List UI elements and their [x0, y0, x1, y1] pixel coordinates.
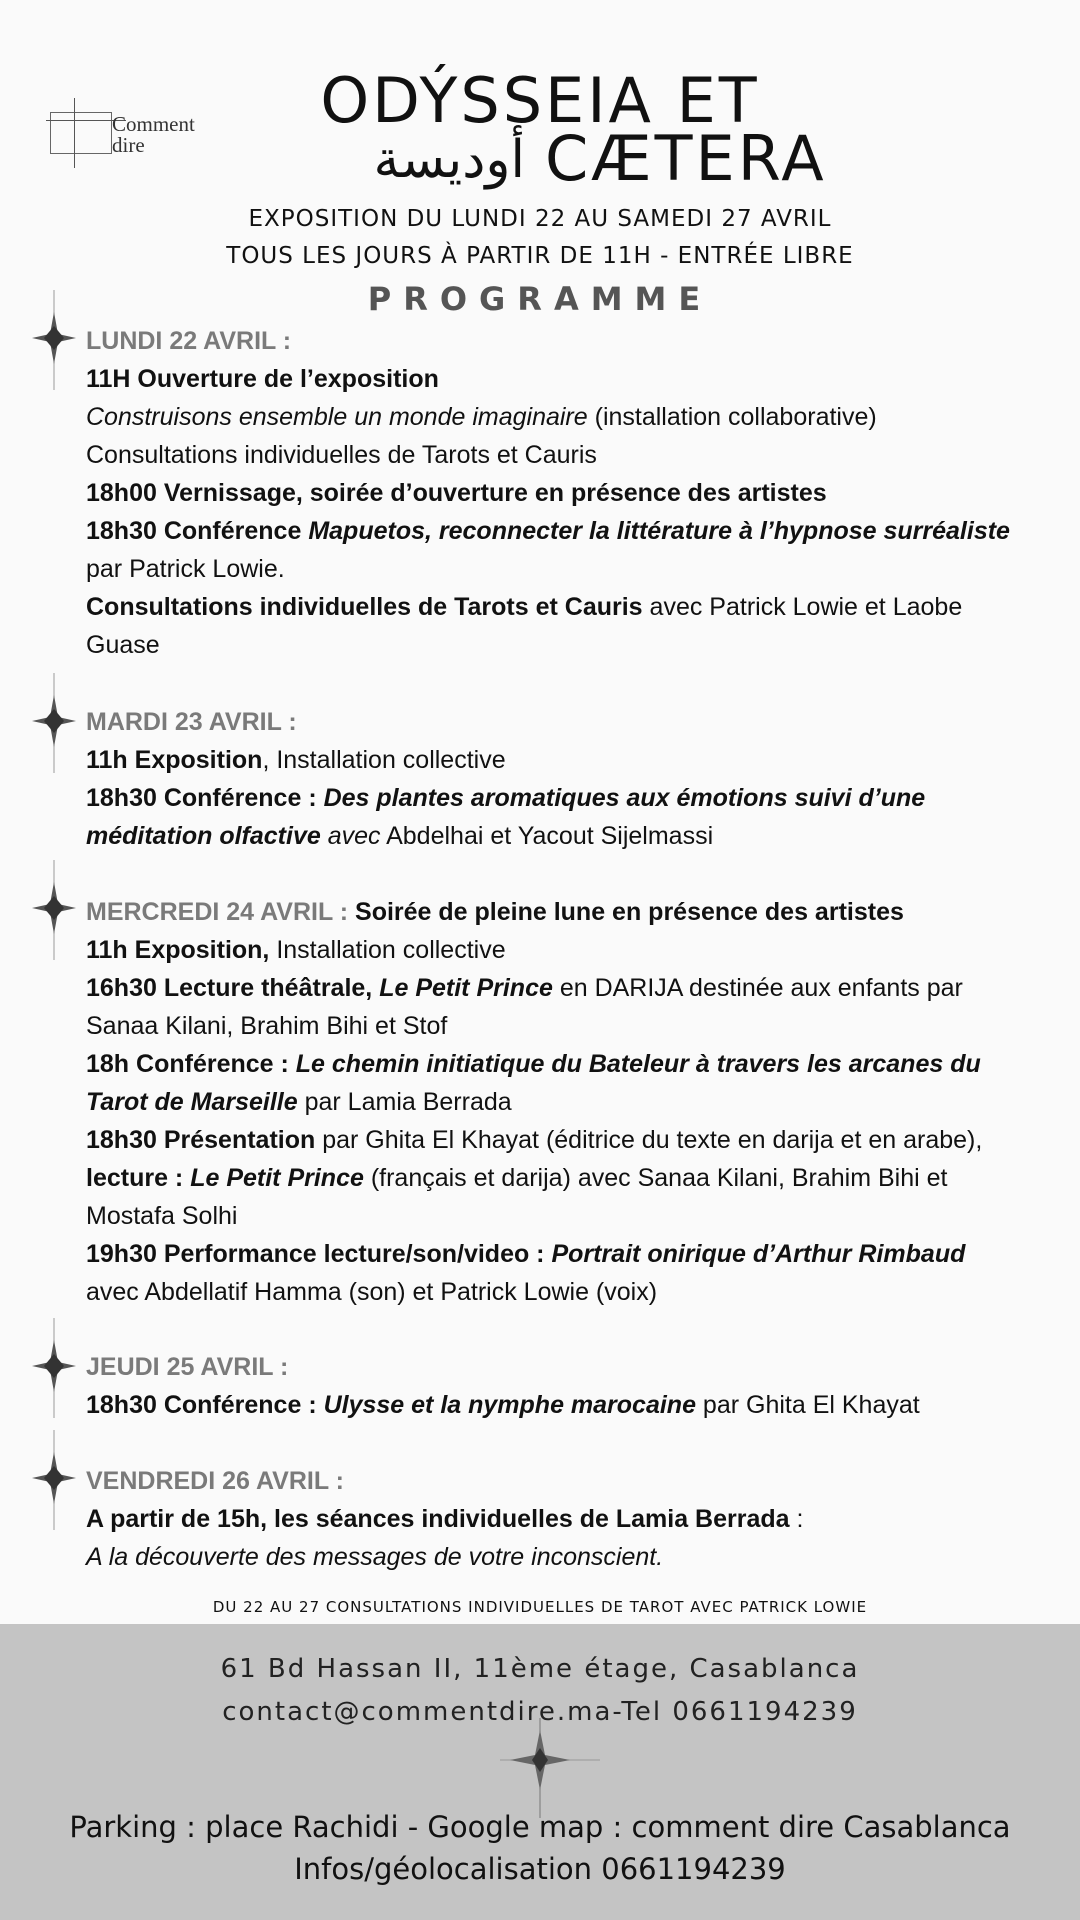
schedule-line — [86, 1500, 1056, 1538]
line-text: (installation collaborative) — [587, 403, 877, 431]
day-header — [86, 893, 1056, 931]
schedule-line: Mostafa Solhi — [86, 1202, 238, 1230]
day-mercredi — [86, 893, 1056, 1311]
schedule-line — [86, 512, 1056, 550]
line-text: avec Patrick Lowie et Laobe — [642, 593, 963, 621]
star-icon — [24, 673, 84, 773]
line-title: méditation olfactive — [86, 822, 321, 850]
line-title: Le Petit Prince — [190, 1164, 364, 1192]
footer-parking: Parking : place Rachidi - Google map : comment dire Casablanca — [69, 1810, 1011, 1844]
schedule-line: par Patrick Lowie. — [86, 555, 285, 583]
schedule-line — [86, 1235, 1056, 1273]
star-icon — [24, 860, 84, 960]
footer-address: 61 Bd Hassan II, 11ème étage, Casablanca — [220, 1654, 860, 1684]
schedule-line — [86, 741, 1056, 779]
programme-heading: PROGRAMME — [367, 280, 713, 318]
day-header: VENDREDI 26 AVRIL : — [86, 1467, 344, 1495]
schedule-line — [86, 1159, 1056, 1197]
day-header: LUNDI 22 AVRIL : — [86, 327, 292, 355]
schedule-line: A la découverte des messages de votre inconscient. — [86, 1543, 664, 1571]
line-text: par Ghita El Khayat (éditrice du texte en darija et en arabe), — [315, 1126, 983, 1154]
line-time: 18h30 Conférence : — [86, 784, 324, 812]
star-icon — [24, 1430, 84, 1530]
line-time: 18h Conférence : — [86, 1050, 296, 1078]
schedule-line — [86, 1083, 1056, 1121]
schedule-line — [86, 969, 1056, 1007]
schedule-line — [86, 931, 1056, 969]
line-title: , les séances individuelles de Lamia Berrada — [260, 1505, 790, 1533]
day-mardi — [86, 703, 1056, 855]
star-icon — [500, 1718, 600, 1818]
logo-frame — [50, 112, 112, 154]
logo-text: Comment dire — [112, 112, 195, 157]
line-title: Le Petit Prince — [379, 974, 553, 1002]
schedule-line: Sanaa Kilani, Brahim Bihi et Stof — [86, 1012, 448, 1040]
line-text: : — [789, 1505, 804, 1533]
subtitle-hours: TOUS LES JOURS À PARTIR DE 11H - ENTRÉE LIBRE — [226, 243, 854, 269]
day-header: JEUDI 25 AVRIL : — [86, 1353, 289, 1381]
line-text: Abdelhai et Yacout Sijelmassi — [380, 822, 714, 850]
schedule-line — [86, 398, 1056, 436]
schedule-line: Guase — [86, 631, 160, 659]
line-title: Ulysse et la nymphe marocaine — [323, 1391, 696, 1419]
footer-note: DU 22 AU 27 CONSULTATIONS INDIVIDUELLES DE TAROT AVEC PATRICK LOWIE — [212, 1598, 868, 1616]
schedule-line — [86, 1045, 1056, 1083]
day-vendredi — [86, 1462, 1056, 1576]
logo — [24, 70, 234, 190]
title-line-2: CÆTERA — [545, 122, 827, 195]
title-arabic: أوديسة — [373, 130, 525, 190]
schedule-line: avec Abdellatif Hamma (son) et Patrick Lowie (voix) — [86, 1278, 658, 1306]
line-text: en DARIJA destinée aux enfants par — [552, 974, 963, 1002]
schedule-line: 11H Ouverture de l’exposition — [86, 365, 439, 393]
schedule-line — [86, 1121, 1056, 1159]
star-icon — [24, 1318, 84, 1418]
day-lundi — [86, 322, 1056, 664]
schedule-line — [86, 1386, 1056, 1424]
logo-cross-vertical — [74, 98, 75, 168]
schedule-line — [86, 588, 1056, 626]
schedule-line: 18h00 Vernissage, soirée d’ouverture en présence des artistes — [86, 479, 827, 507]
line-time: 16h30 Lecture théâtrale, — [86, 974, 380, 1002]
footer-contact: contact@commentdire.ma-Tel 0661194239 — [222, 1697, 858, 1727]
schedule-line — [86, 817, 1056, 855]
line-time: 18h30 Conférence : — [86, 1391, 324, 1419]
line-title: Des plantes aromatiques aux émotions suivi d’une — [323, 784, 926, 812]
schedule-line: Consultations individuelles de Tarots et Cauris — [86, 441, 597, 469]
line-text: , Installation collective — [262, 746, 506, 774]
line-time: A partir de 15h — [86, 1505, 261, 1533]
line-title: Portrait onirique d’Arthur Rimbaud — [551, 1240, 966, 1268]
line-time: 19h30 Performance lecture/son/video : — [86, 1240, 552, 1268]
schedule-line — [86, 779, 1056, 817]
line-time: 18h30 Conférence — [86, 517, 309, 545]
line-title: Mapuetos, reconnecter la littérature à l’hypnose surréaliste — [308, 517, 1010, 545]
line-time: 11h Exposition, — [86, 936, 270, 964]
line-title: Tarot de Marseille — [86, 1088, 298, 1116]
line-text: (français et darija) avec Sanaa Kilani, Brahim Bihi et — [363, 1164, 948, 1192]
footer-infos: Infos/géolocalisation 0661194239 — [294, 1852, 786, 1886]
line-text: par Ghita El Khayat — [695, 1391, 920, 1419]
day-header: MARDI 23 AVRIL : — [86, 708, 297, 736]
line-text: avec — [320, 822, 381, 850]
subtitle-dates: EXPOSITION DU LUNDI 22 AU SAMEDI 27 AVRIL — [248, 206, 832, 232]
line-time: 11h Exposition — [86, 746, 263, 774]
day-jeudi — [86, 1348, 1056, 1424]
day-header-date: MERCREDI 24 AVRIL : — [86, 898, 356, 926]
day-header-extra: Soirée de pleine lune en présence des artistes — [355, 898, 904, 926]
line-time: 18h30 Présentation — [86, 1126, 316, 1154]
title-line-1: ODÝSSEIA ET — [320, 64, 760, 137]
line-title: Consultations individuelles de Tarots et Cauris — [86, 593, 643, 621]
line-text: Installation collective — [269, 936, 506, 964]
line-title: Le chemin initiatique du Bateleur à travers les arcanes du — [295, 1050, 981, 1078]
star-icon — [24, 290, 84, 390]
line-text: par Lamia Berrada — [297, 1088, 512, 1116]
line-title: Construisons ensemble un monde imaginaire — [86, 403, 588, 431]
line-label: lecture : — [86, 1164, 191, 1192]
